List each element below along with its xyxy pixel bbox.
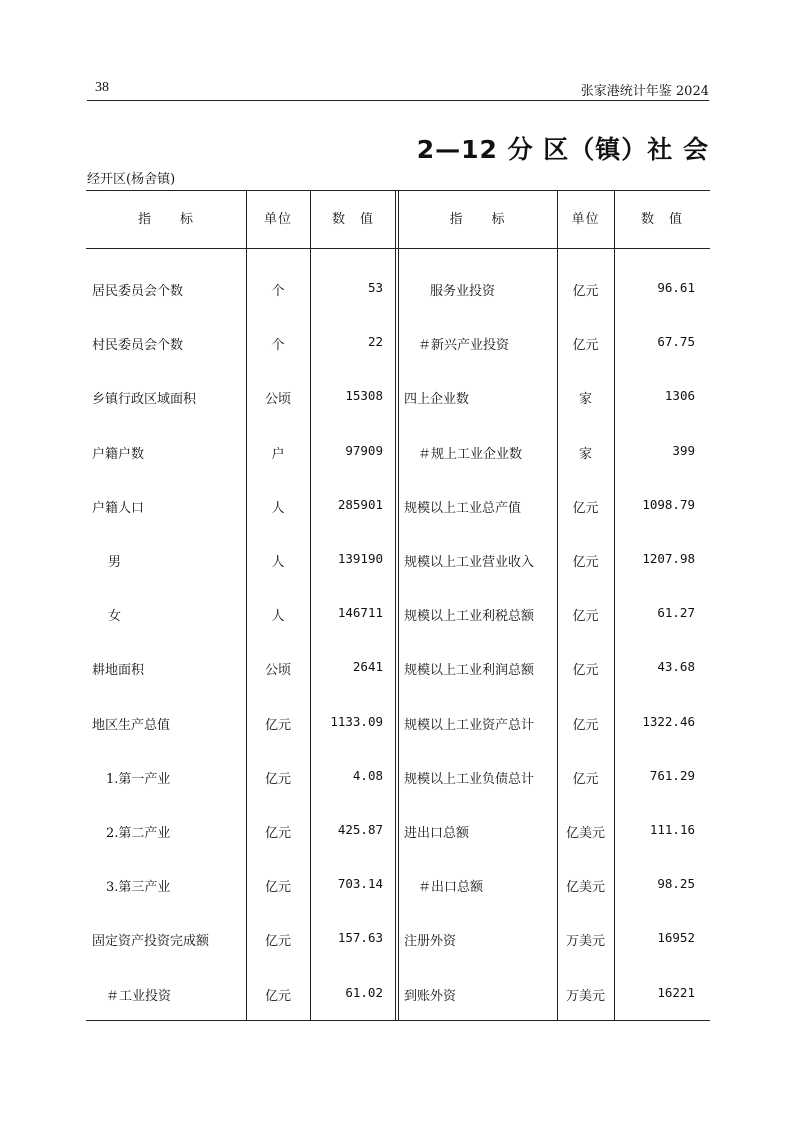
left-value-cell: 4.08 (352, 767, 383, 783)
right-unit-cell: 亿元 (572, 663, 599, 679)
left-indicator-cell: 3.第三产业 (106, 880, 171, 896)
table-title: 2—12 分 区（镇）社 会 (416, 135, 709, 164)
right-unit-cell: 亿元 (572, 500, 599, 516)
right-indicator-cell: 到账外资 (404, 988, 457, 1004)
right-unit-cell: 亿元 (572, 284, 599, 299)
table-row (86, 906, 710, 960)
header-unit-left: 单位 (263, 212, 292, 227)
left-value-cell: 61.02 (345, 984, 383, 1000)
left-unit-cell: 亿元 (264, 934, 291, 950)
left-value-cell: 139190 (337, 551, 383, 566)
table-row (86, 364, 710, 418)
left-unit-cell: 亿元 (264, 988, 291, 1004)
right-unit-cell: 家 (578, 392, 592, 408)
right-unit-cell: 亿美元 (565, 880, 605, 896)
left-indicator-cell: 乡镇行政区域面积 (92, 392, 197, 408)
left-indicator-cell: 1.第一产业 (106, 771, 171, 787)
right-unit-cell: 亿元 (572, 717, 599, 733)
left-unit-cell: 个 (271, 284, 285, 299)
right-unit-cell: 万美元 (565, 934, 605, 950)
right-unit-cell: 万美元 (565, 988, 605, 1004)
left-value-cell: 157.63 (337, 930, 383, 946)
left-unit-cell: 亿元 (264, 771, 291, 787)
right-indicator-cell: 规模以上工业利润总额 (404, 663, 535, 679)
right-indicator-cell: ＃出口总额 (418, 880, 484, 896)
right-indicator-cell: 进出口总额 (404, 826, 470, 841)
left-value-cell: 425.87 (337, 822, 383, 837)
left-indicator-cell: 固定资产投资完成额 (92, 934, 210, 950)
table-row (86, 419, 710, 473)
left-indicator-cell: ＃工业投资 (106, 988, 172, 1004)
left-unit-cell: 亿元 (264, 717, 291, 733)
left-unit-cell: 公顷 (264, 663, 291, 679)
right-value-cell: 1098.79 (642, 496, 695, 512)
table-row (86, 798, 710, 852)
header-unit-right: 单位 (571, 212, 600, 227)
right-indicator-cell: 注册外资 (404, 934, 457, 950)
left-indicator-cell: 户籍人口 (92, 500, 145, 516)
left-indicator-cell: 地区生产总值 (92, 717, 171, 733)
right-value-cell: 1207.98 (642, 551, 695, 566)
right-indicator-cell: 规模以上工业总产值 (404, 500, 522, 516)
left-indicator-cell: 女 (108, 609, 122, 625)
left-indicator-cell: 2.第二产业 (106, 826, 171, 841)
left-value-cell: 146711 (337, 605, 383, 621)
page-number: 38 (95, 80, 109, 95)
table-row (86, 310, 710, 364)
right-unit-cell: 亿美元 (565, 826, 605, 841)
table-row (86, 852, 710, 906)
right-indicator-cell: 服务业投资 (430, 284, 496, 299)
table-row (86, 473, 710, 527)
right-value-cell: 761.29 (649, 767, 695, 783)
right-value-cell: 61.27 (657, 605, 695, 621)
left-indicator-cell: 村民委员会个数 (92, 338, 184, 354)
left-unit-cell: 户 (271, 446, 285, 462)
right-indicator-cell: 规模以上工业负债总计 (404, 771, 535, 787)
right-value-cell: 43.68 (657, 659, 695, 675)
right-value-cell: 96.61 (657, 280, 695, 295)
table-row (86, 744, 710, 798)
left-unit-cell: 公顷 (264, 392, 291, 408)
header-indicator-right: 指 标 (449, 212, 506, 227)
table-row (86, 527, 710, 581)
header-value-right: 数 值 (640, 212, 683, 227)
table-subtitle: 经开区(杨舍镇) (87, 172, 176, 187)
right-indicator-cell: 规模以上工业营业收入 (404, 555, 535, 570)
left-value-cell: 1133.09 (330, 713, 383, 729)
table-row (86, 961, 710, 1015)
left-value-cell: 285901 (337, 496, 383, 512)
left-unit-cell: 亿元 (264, 880, 291, 896)
right-unit-cell: 亿元 (572, 771, 599, 787)
left-indicator-cell: 居民委员会个数 (92, 284, 184, 299)
right-value-cell: 1322.46 (642, 713, 695, 729)
right-value-cell: 16952 (657, 930, 695, 946)
header-value-left: 数 值 (331, 212, 374, 227)
left-unit-cell: 人 (271, 609, 285, 625)
table-row (86, 581, 710, 635)
right-indicator-cell: 规模以上工业资产总计 (404, 717, 535, 733)
right-indicator-cell: 四上企业数 (404, 392, 470, 408)
left-value-cell: 97909 (345, 442, 383, 458)
table-row (86, 256, 710, 310)
left-value-cell: 53 (367, 280, 383, 295)
left-value-cell: 22 (367, 334, 383, 350)
table-row (86, 635, 710, 689)
left-indicator-cell: 户籍户数 (92, 446, 145, 462)
left-indicator-cell: 男 (108, 555, 122, 570)
right-value-cell: 399 (672, 442, 695, 458)
left-unit-cell: 亿元 (264, 826, 291, 841)
left-indicator-cell: 耕地面积 (92, 663, 145, 679)
left-unit-cell: 人 (271, 555, 285, 570)
left-value-cell: 2641 (352, 659, 383, 675)
right-unit-cell: 亿元 (572, 338, 599, 354)
right-value-cell: 16221 (657, 984, 695, 1000)
right-value-cell: 98.25 (657, 876, 695, 892)
table-row (86, 690, 710, 744)
running-header (87, 76, 709, 101)
right-unit-cell: 家 (578, 446, 592, 462)
book-title: 张家港统计年鉴 2024 (580, 84, 709, 99)
statistics-table (86, 190, 710, 1022)
left-value-cell: 15308 (345, 388, 383, 404)
right-indicator-cell: 规模以上工业利税总额 (404, 609, 535, 625)
right-value-cell: 111.16 (649, 822, 695, 837)
header-indicator-left: 指 标 (137, 212, 194, 227)
right-indicator-cell: ＃新兴产业投资 (418, 338, 510, 354)
left-unit-cell: 人 (271, 500, 285, 516)
left-value-cell: 703.14 (337, 876, 383, 892)
right-value-cell: 67.75 (657, 334, 695, 350)
right-unit-cell: 亿元 (572, 609, 599, 625)
right-indicator-cell: ＃规上工业企业数 (418, 446, 523, 462)
left-unit-cell: 个 (271, 338, 285, 354)
right-value-cell: 1306 (664, 388, 695, 404)
right-unit-cell: 亿元 (572, 555, 599, 570)
